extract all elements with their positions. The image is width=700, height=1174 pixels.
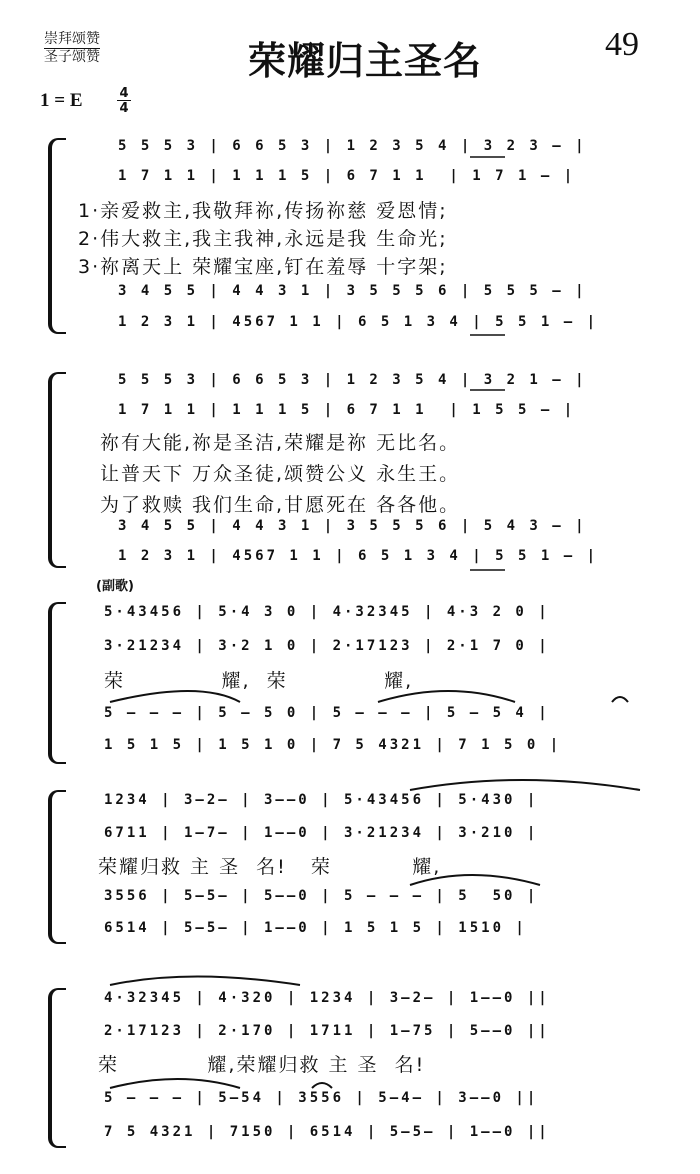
staff-alto: 3·21234 | 3·2 1 0 | 2·17123 | 2·1 7 0 | bbox=[104, 638, 550, 654]
lyric-chorus: 荣耀归救 主 圣 名! 荣 耀, bbox=[98, 856, 442, 878]
lyric-verse-2: 2·伟大救主,我主我神,永远是我 生命光; bbox=[78, 228, 448, 250]
tie-arc bbox=[410, 780, 640, 790]
staff-soprano: 5 5 5 3 | 6 6 5 3 | 1 2 3 5 4 | 3 2 3 — | bbox=[118, 138, 587, 154]
category-label-2: 圣子颂赞 bbox=[44, 49, 100, 65]
beam-lines bbox=[470, 157, 505, 570]
staff-soprano: 1234 | 3—2— | 3——0 | 5·43456 | 5·430 | bbox=[104, 792, 539, 808]
staff-alto: 2·17123 | 2·170 | 1711 | 1—75 | 5——0 || bbox=[104, 1023, 550, 1039]
tie-arc bbox=[312, 1083, 332, 1088]
staff-bass: 6514 | 5—5— | 1——0 | 1 5 1 5 | 1510 | bbox=[104, 920, 527, 936]
chorus-label: (副歌) bbox=[96, 579, 134, 594]
tie-arc bbox=[612, 697, 628, 702]
lyric-chorus: 荣 耀,荣耀归救 主 圣 名! bbox=[98, 1054, 426, 1076]
staff-soprano: 4·32345 | 4·320 | 1234 | 3—2— | 1——0 || bbox=[104, 990, 550, 1006]
staff-tenor: 3 4 5 5 | 4 4 3 1 | 3 5 5 5 6 | 5 5 5 — | bbox=[118, 283, 587, 299]
key-signature: 1 = E bbox=[40, 90, 83, 111]
staff-alto: 1 7 1 1 | 1 1 1 5 | 6 7 1 1 | 1 5 5 — | bbox=[118, 402, 576, 418]
tie-arc bbox=[110, 1079, 240, 1088]
staff-soprano: 5 5 5 3 | 6 6 5 3 | 1 2 3 5 4 | 3 2 1 — | bbox=[118, 372, 587, 388]
staff-bass: 1 5 1 5 | 1 5 1 0 | 7 5 4321 | 7 1 5 0 | bbox=[104, 737, 562, 753]
tie-arc bbox=[110, 977, 300, 986]
lyric-verse-2: 让普天下 万众圣徒,颂赞公义 永生王。 bbox=[100, 463, 461, 485]
tie-arc bbox=[410, 875, 540, 885]
tie-arc bbox=[110, 691, 240, 702]
time-signature-bottom: 4 bbox=[117, 100, 131, 116]
lyric-verse-1: 1·亲爱救主,我敬拜祢,传扬祢慈 爱恩情; bbox=[78, 200, 448, 222]
staff-tenor: 3 4 5 5 | 4 4 3 1 | 3 5 5 5 6 | 5 4 3 — | bbox=[118, 518, 587, 534]
staff-tenor: 3556 | 5—5— | 5——0 | 5 — — — | 5 50 | bbox=[104, 888, 539, 904]
staff-bass: 1 2 3 1 | 4567 1 1 | 6 5 1 3 4 | 5 5 1 — | bbox=[118, 314, 599, 330]
staff-bass: 1 2 3 1 | 4567 1 1 | 6 5 1 3 4 | 5 5 1 — | bbox=[118, 548, 599, 564]
tie-arc bbox=[378, 691, 515, 702]
staff-soprano: 5·43456 | 5·4 3 0 | 4·32345 | 4·3 2 0 | bbox=[104, 604, 550, 620]
staff-tenor: 5 — — — | 5—54 | 3556 | 5—4— | 3——0 || bbox=[104, 1090, 539, 1106]
hymn-number: 49 bbox=[605, 26, 639, 63]
staff-bass: 7 5 4321 | 7150 | 6514 | 5—5— | 1——0 || bbox=[104, 1124, 550, 1140]
lyric-verse-3: 3·祢离天上 荣耀宝座,钉在羞辱 十字架; bbox=[78, 256, 448, 278]
lyric-verse-1: 祢有大能,祢是圣洁,荣耀是祢 无比名。 bbox=[100, 432, 461, 454]
category-label-1: 崇拜颂赞 bbox=[44, 31, 100, 47]
lyric-chorus: 荣 耀, 荣 耀, bbox=[104, 670, 414, 692]
time-signature-top: 4 bbox=[119, 86, 129, 101]
hymn-title: 荣耀归主圣名 bbox=[248, 39, 483, 83]
lyric-verse-3: 为了救赎 我们生命,甘愿死在 各各他。 bbox=[100, 494, 461, 516]
staff-alto: 1 7 1 1 | 1 1 1 5 | 6 7 1 1 | 1 7 1 — | bbox=[118, 168, 576, 184]
staff-tenor: 5 — — — | 5 — 5 0 | 5 — — — | 5 — 5 4 | bbox=[104, 705, 550, 721]
staff-alto: 6711 | 1—7— | 1——0 | 3·21234 | 3·210 | bbox=[104, 825, 539, 841]
